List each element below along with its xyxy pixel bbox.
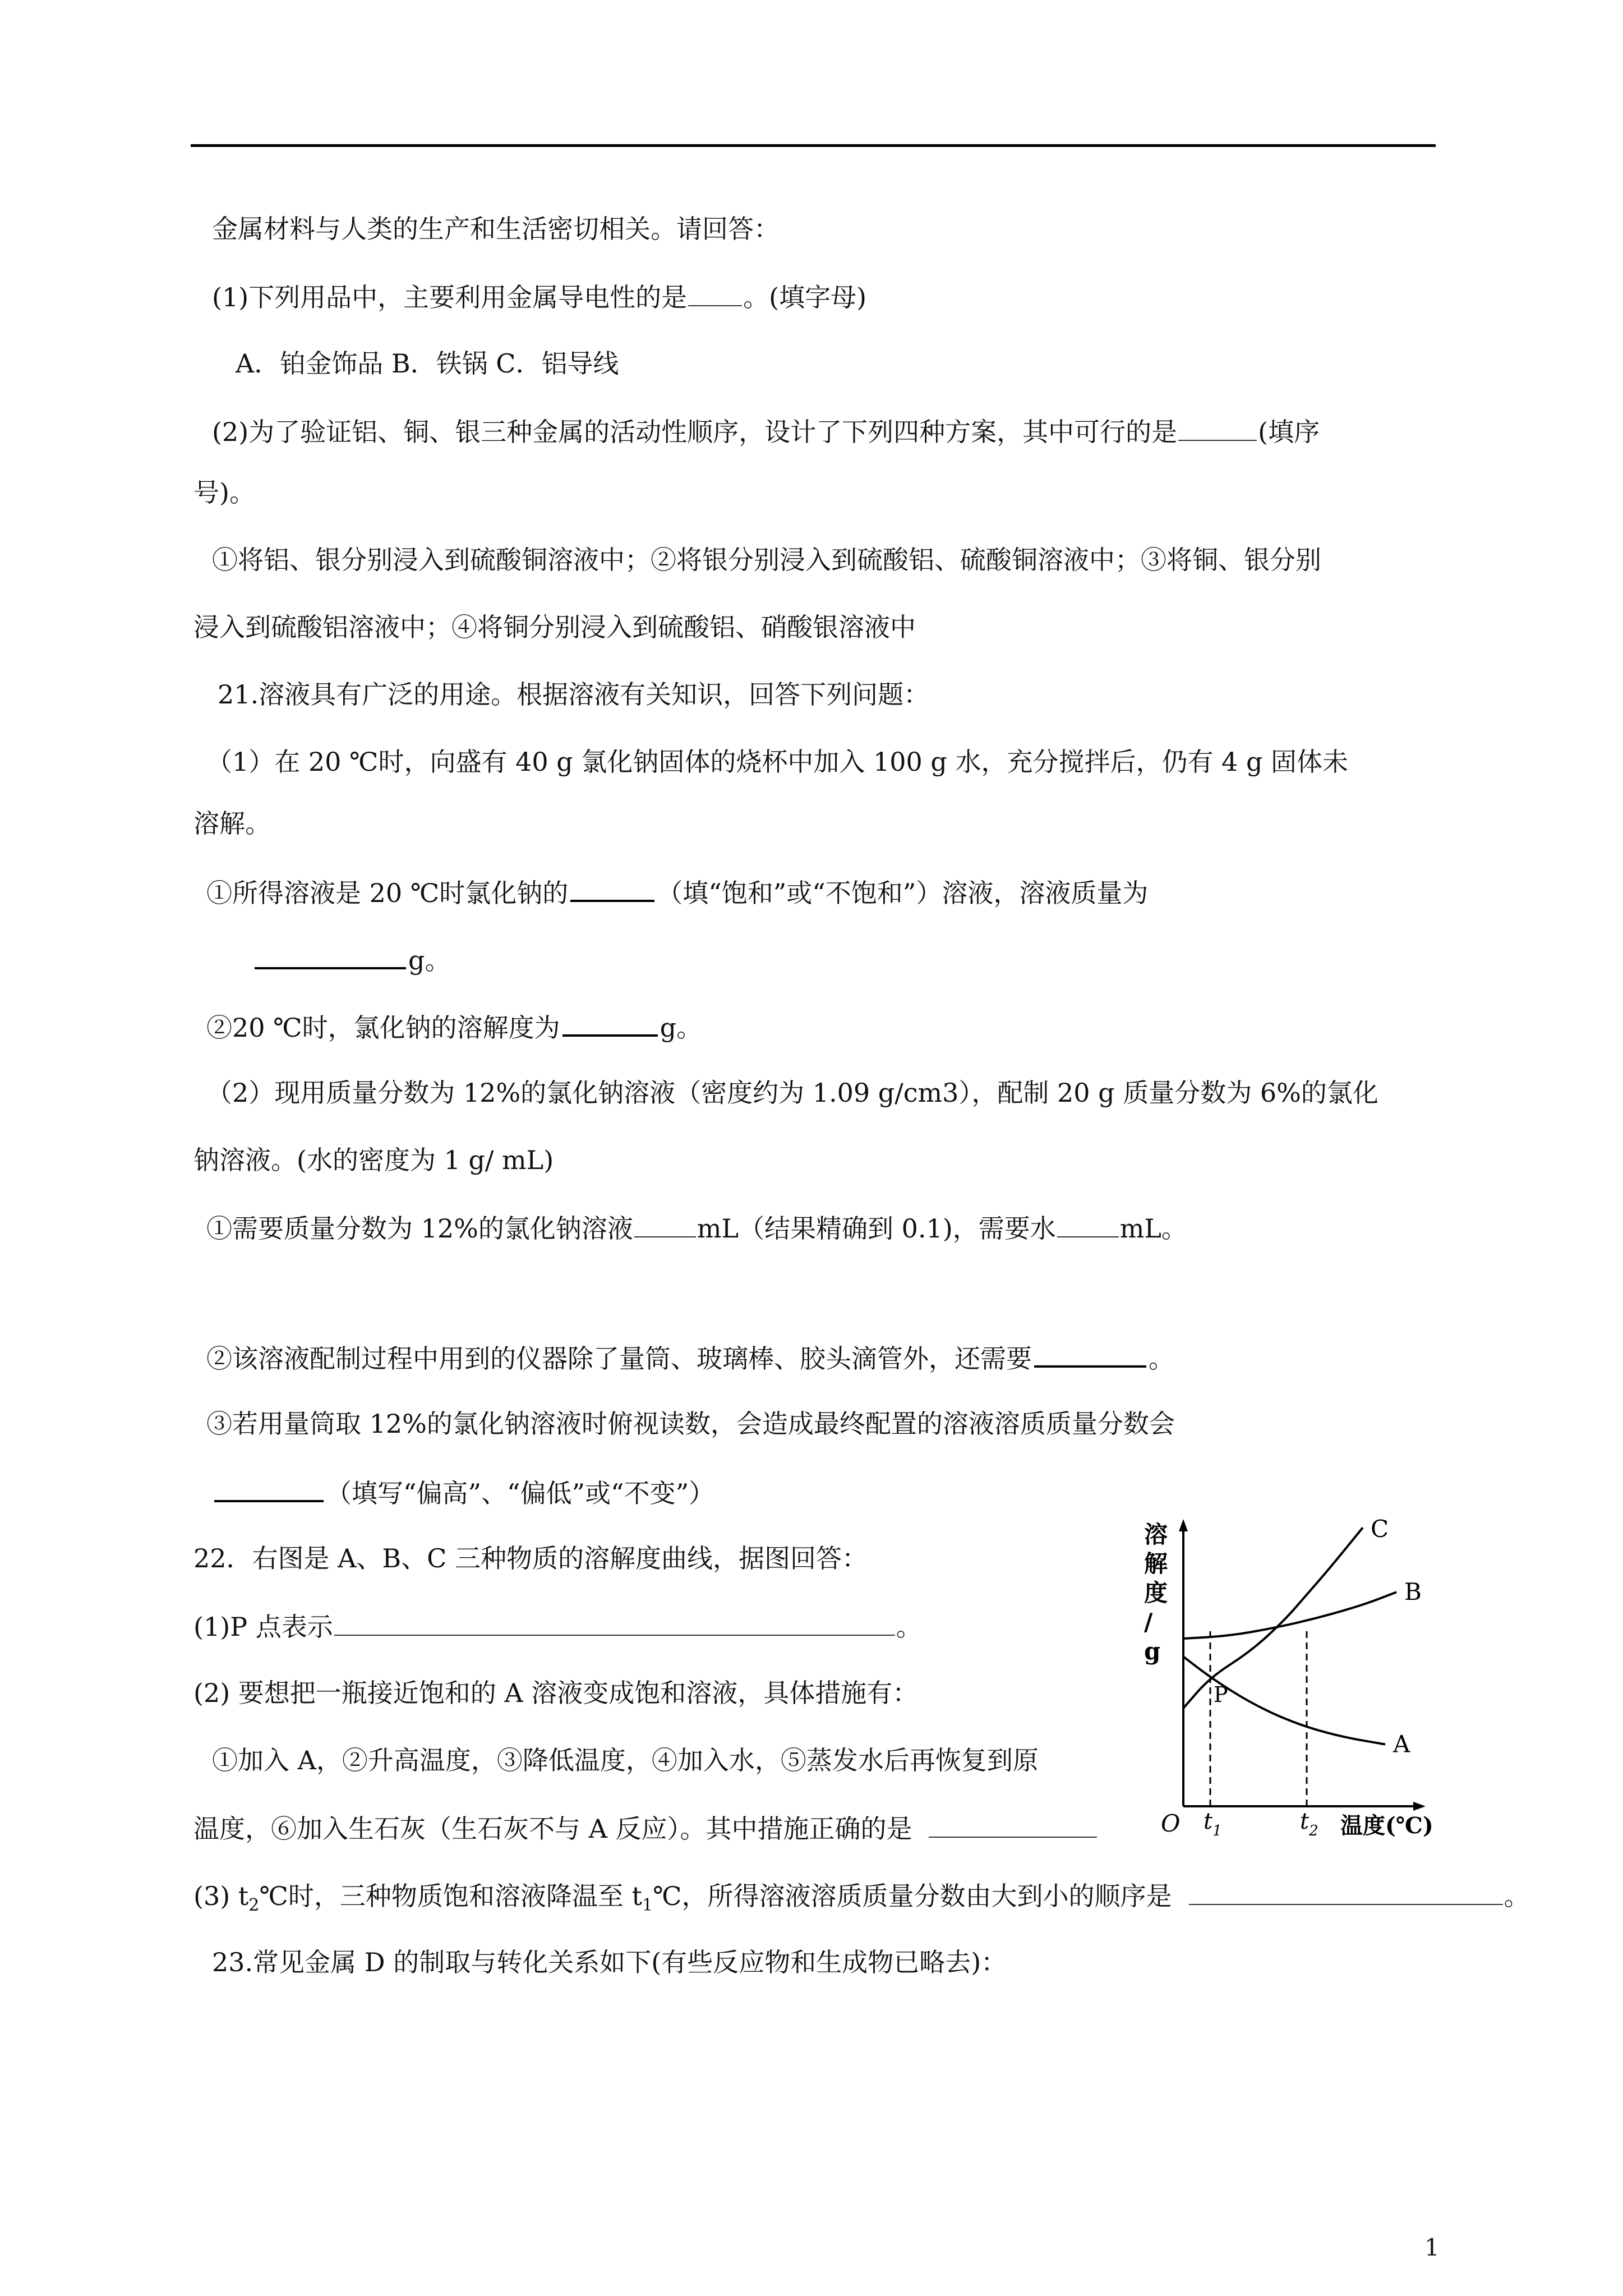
- q21-p2-a: （2）现用质量分数为 12%的氯化钠溶液（密度约为 1.09 g/cm3），配制 20 g 质量分数为 6%的氯化: [206, 1078, 1378, 1108]
- y-label-char: 溶: [1144, 1521, 1168, 1548]
- x-tick-sub: 2: [1309, 1823, 1318, 1839]
- series-label-C: C: [1371, 1515, 1389, 1543]
- q2-line: [212, 414, 1320, 449]
- q1-options: A．铂金饰品 B．铁锅 C．铝导线: [236, 348, 619, 379]
- q21-p2-b: 钠溶液。(水的密度为 1 g/ mL): [193, 1145, 554, 1175]
- y-axis-label: [1144, 1521, 1168, 1665]
- q22-opts-1: ①加入 A，②升高温度，③降低温度，④加入水，⑤蒸发水后再恢复到原: [212, 1745, 1039, 1775]
- q1-lead: (1)下列用品中，主要利用金属导电性的是: [212, 282, 688, 312]
- q21-s1-unit: g。: [408, 945, 451, 976]
- y-label-char: 解: [1144, 1550, 1168, 1577]
- q22-p3-c: ℃，所得溶液溶质质量分数由大到小的顺序是: [653, 1881, 1172, 1911]
- q21-s4-tail: 。: [1149, 1343, 1174, 1374]
- q21-s4-lead: ②该溶液配制过程中用到的仪器除了量筒、玻璃棒、胶头滴管外，还需要: [206, 1343, 1032, 1374]
- q22-p2: (2) 要想把一瓶接近饱和的 A 溶液变成饱和溶液，具体措施有：: [193, 1678, 919, 1708]
- q22-p1-blank[interactable]: [334, 1609, 895, 1636]
- q22-p1-lead: (1)P 点表示: [193, 1612, 333, 1642]
- q21-s2-unit: g。: [660, 1013, 703, 1043]
- q22-p1-tail: 。: [896, 1612, 922, 1642]
- y-axis-arrow-icon: [1179, 1519, 1188, 1531]
- q22-p3-sub1: 2: [248, 1895, 260, 1916]
- x-tick-label: $t_1$: [1204, 1809, 1222, 1839]
- q21-s4-line: [206, 1340, 1174, 1375]
- intro-text: 金属材料与人类的生产和生活密切相关。请回答：: [212, 214, 780, 244]
- q22-p3-tail: 。: [1504, 1881, 1530, 1911]
- q21-s2-lead: ②20 ℃时，氯化钠的溶解度为: [206, 1013, 560, 1043]
- series-group: [1183, 1515, 1422, 1758]
- q1-tail: 。(填字母): [743, 282, 867, 312]
- q21-s1-line2: [252, 941, 450, 977]
- x-axis-arrow-icon: [1413, 1802, 1426, 1811]
- q21-s1-blank-state[interactable]: [570, 874, 654, 902]
- x-tick-sub: 1: [1212, 1823, 1222, 1839]
- q21-s2-line: [206, 1009, 702, 1045]
- q21-s5-blank[interactable]: [214, 1474, 324, 1502]
- q2-lead: (2)为了验证铝、铜、银三种金属的活动性顺序，设计了下列四种方案，其中可行的是: [212, 417, 1178, 447]
- point-p-label: P: [1214, 1682, 1228, 1707]
- q21-s1-lead: ①所得溶液是 20 ℃时氯化钠的: [206, 878, 569, 908]
- series-label-A: A: [1393, 1730, 1410, 1758]
- q21-s5-line2: [212, 1474, 714, 1510]
- q21-title: 21.溶液具有广泛的用途。根据溶液有关知识，回答下列问题：: [218, 679, 930, 710]
- solubility-chart: [1138, 1515, 1453, 1840]
- q21-s3-blank-water[interactable]: [1057, 1211, 1119, 1237]
- x-tick-label: $t_2$: [1300, 1809, 1318, 1839]
- q2-schemes-1: ①将铝、银分别浸入到硫酸铜溶液中；②将银分别浸入到硫酸铝、硫酸铜溶液中；③将铜、银分别: [212, 545, 1321, 575]
- header-rule: [191, 144, 1436, 147]
- q21-s3-blank-solution[interactable]: [634, 1211, 696, 1237]
- q22-opts-2-line: [193, 1811, 1098, 1846]
- q23-title: 23.常见金属 D 的制取与转化关系如下(有些反应物和生成物已略去)：: [212, 1947, 1007, 1977]
- y-label-char: 度: [1144, 1579, 1168, 1607]
- x-ticks: [1204, 1627, 1318, 1839]
- y-label-char: g: [1144, 1637, 1161, 1665]
- q21-s5-tail: （填写“偏高”、“偏低”或“不变”）: [326, 1478, 715, 1508]
- series-label-B: B: [1404, 1578, 1422, 1606]
- chart-axes: [1179, 1519, 1426, 1811]
- q21-s3-mid: mL（结果精确到 0.1)，需要水: [697, 1213, 1056, 1244]
- q22-p3-b: ℃时，三种物质饱和溶液降温至 t: [259, 1881, 642, 1911]
- q2-schemes-2: 浸入到硫酸铝溶液中；④将铜分别浸入到硫酸铝、硝酸银溶液中: [193, 612, 916, 642]
- q22-p3-a: (3) t: [193, 1881, 249, 1911]
- q2-answer-blank[interactable]: [1178, 414, 1257, 441]
- q1-line: [212, 279, 866, 314]
- q21-s5: ③若用量筒取 12%的氯化钠溶液时俯视读数，会造成最终配置的溶液溶质质量分数会: [206, 1409, 1175, 1439]
- q22-title: 22．右图是 A、B、C 三种物质的溶解度曲线，据图回答：: [193, 1543, 868, 1573]
- q2-tail: (填序: [1258, 417, 1320, 447]
- q21-s1-blank-mass[interactable]: [255, 941, 406, 969]
- q22-opts-2: 温度，⑥加入生石灰（生石灰不与 A 反应）。其中措施正确的是: [193, 1814, 912, 1844]
- q2-cont: 号)。: [193, 477, 255, 508]
- q21-s3-tail: mL。: [1119, 1213, 1187, 1244]
- y-label-char: /: [1144, 1608, 1153, 1636]
- q21-s3-lead: ①需要质量分数为 12%的氯化钠溶液: [206, 1213, 633, 1244]
- q22-p3-line: [193, 1878, 1530, 1922]
- q21-s3-line: [206, 1211, 1187, 1245]
- q21-s1-line: [206, 874, 1148, 910]
- page-number: 1: [1424, 2234, 1440, 2261]
- q22-p1-line: [193, 1609, 922, 1644]
- q21-p1-b: 溶解。: [193, 808, 271, 839]
- q22-p2-blank[interactable]: [929, 1811, 1097, 1838]
- q21-s4-blank[interactable]: [1034, 1340, 1146, 1368]
- q21-s2-blank[interactable]: [562, 1009, 658, 1037]
- q21-s1-mid: （填“饱和”或“不饱和”）溶液，溶液质量为: [657, 878, 1149, 908]
- q22-p3-blank[interactable]: [1189, 1878, 1503, 1905]
- q1-answer-blank[interactable]: [688, 279, 742, 306]
- origin-label: O: [1161, 1810, 1181, 1837]
- q22-p3-sub2: 1: [642, 1895, 653, 1916]
- x-axis-label: 温度(℃): [1340, 1812, 1433, 1839]
- q21-p1-a: （1）在 20 ℃时，向盛有 40 g 氯化钠固体的烧杯中加入 100 g 水，充分搅拌后，仍有 4 g 固体未: [206, 747, 1349, 777]
